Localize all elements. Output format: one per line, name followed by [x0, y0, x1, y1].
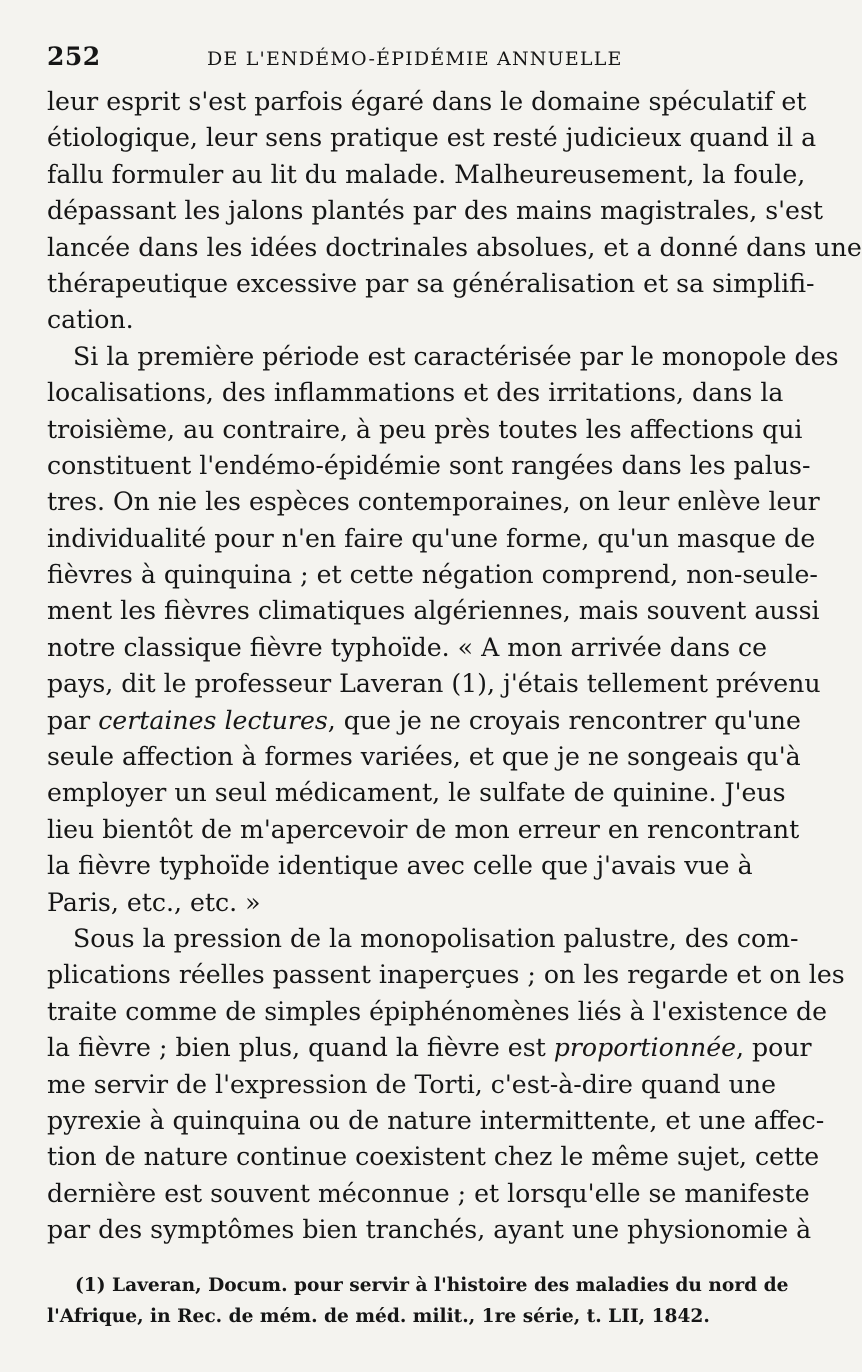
text-line: constituent l'endémo-épidémie sont rangées dans les palus-	[47, 450, 811, 480]
text-line: fallu formuler au lit du malade. Malheureusement, la foule,	[47, 159, 806, 189]
text-line: troisième, au contraire, à peu près toutes les affections qui	[47, 414, 803, 444]
page-number: 252	[47, 42, 101, 71]
text-line: fièvres à quinquina ; et cette négation comprend, non-seule-	[47, 560, 818, 590]
text-line: me servir de l'expression de Torti, c'est-à-dire quand une	[47, 1069, 776, 1099]
text-line: par des symptômes bien tranchés, ayant une physionomie à	[47, 1215, 812, 1245]
running-header	[47, 42, 752, 84]
text-line: dernière est souvent méconnue ; et lorsqu'elle se manifeste	[47, 1178, 810, 1208]
text-line: pays, dit le professeur Laveran (1), j'étais tellement prévenu	[47, 669, 821, 699]
running-title: DE L'ENDÉMO-ÉPIDÉMIE ANNUELLE	[207, 48, 623, 70]
text-line: tres. On nie les espèces contemporaines, on leur enlève leur	[47, 487, 820, 517]
paragraph-start-line: Si la première période est caractérisée par le monopole des	[73, 341, 839, 371]
text-line: employer un seul médicament, le sulfate de quinine. J'eus	[47, 778, 786, 808]
text-line: leur esprit s'est parfois égaré dans le domaine spéculatif et	[47, 87, 807, 116]
text-line: pyrexie à quinquina ou de nature intermittente, et une affec-	[47, 1105, 825, 1135]
text-line: seule affection à formes variées, et que je ne songeais qu'à	[47, 742, 801, 772]
italic-phrase: certaines lectures	[98, 705, 328, 735]
footnote-line: (1) Laveran, Docum. pour servir à l'histoire des maladies du nord de	[75, 1275, 789, 1296]
text-line: individualité pour n'en faire qu'une forme, qu'un masque de	[47, 523, 816, 553]
text-line: dépassant les jalons plantés par des mains magistrales, s'est	[47, 196, 824, 226]
main-text	[47, 84, 862, 1249]
text-line: Paris, etc., etc. »	[47, 887, 261, 917]
text-line-with-italic: la fièvre ; bien plus, quand la fièvre est proportionnée, pour	[47, 1033, 812, 1063]
footnote-line: l'Afrique, in Rec. de mém. de méd. milit., 1re série, t. LII, 1842.	[47, 1306, 710, 1327]
text-line: cation.	[47, 305, 134, 335]
paragraph-start-line: Sous la pression de la monopolisation palustre, des com-	[73, 923, 799, 953]
text-line: ment les fièvres climatiques algériennes, mais souvent aussi	[47, 596, 820, 626]
text-line: lancée dans les idées doctrinales absolues, et a donné dans une	[47, 232, 862, 262]
text-line: traite comme de simples épiphénomènes liés à l'existence de	[47, 996, 828, 1026]
text-line: tion de nature continue coexistent chez le même sujet, cette	[47, 1142, 820, 1172]
text-line: plications réelles passent inaperçues ; on les regarde et on les	[47, 960, 845, 990]
text-line: lieu bientôt de m'apercevoir de mon erreur en rencontrant	[47, 814, 800, 844]
text-line: notre classique fièvre typhoïde. « A mon arrivée dans ce	[47, 632, 768, 662]
footnote	[47, 1270, 789, 1332]
italic-phrase: proportionnée	[553, 1033, 737, 1063]
text-line: thérapeutique excessive par sa généralisation et sa simplifi-	[47, 268, 815, 298]
text-line: étiologique, leur sens pratique est resté judicieux quand il a	[47, 123, 817, 153]
text-line: la fièvre typhoïde identique avec celle que j'avais vue à	[47, 851, 753, 881]
text-line-with-italic: par certaines lectures, que je ne croyais rencontrer qu'une	[47, 705, 801, 735]
text-line: localisations, des inflammations et des irritations, dans la	[47, 378, 784, 408]
